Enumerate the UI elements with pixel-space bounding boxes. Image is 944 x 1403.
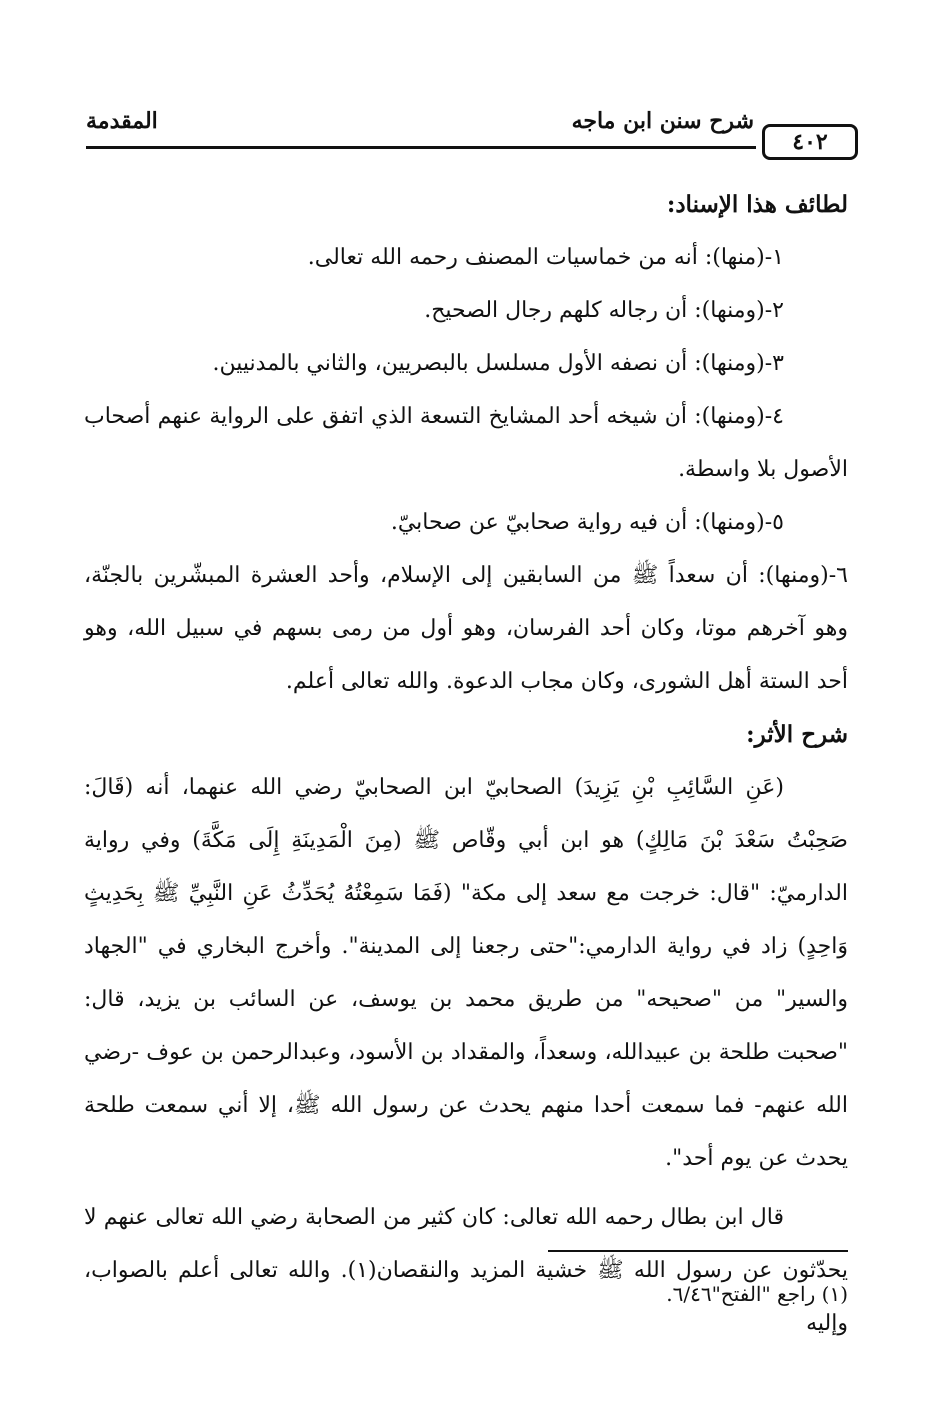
page-header	[86, 104, 858, 158]
list-item-4: ٤-(ومنها): أن شيخه أحد المشايخ التسعة الذي اتفق على الرواية عنهم أصحاب الأصول بلا واسطة.	[84, 404, 848, 482]
paragraph-ibn-battal: قال ابن بطال رحمه الله تعالى: كان كثير من الصحابة رضي الله تعالى عنهم لا يحدّثون عن رسول الله ﷺ خشية المزيد والنقصان(١). والله تعالى أعلم بالصواب، وإليه	[84, 1205, 849, 1336]
header-rule	[86, 146, 756, 149]
list-item-6: ٦-(ومنها): أن سعداً ﷺ من السابقين إلى الإسلام، وأحد العشرة المبشّرين بالجنّة، وهو آخرهم موتا، وكان أحد الفرسان، وهو أول من رمى بسهم في سبيل الله، وهو أحد الستة أهل الشورى، وكان مجاب الدعوة. والله تعالى أعلم.	[84, 563, 848, 694]
list-item-3: ٣-(ومنها): أن نصفه الأول مسلسل بالبصريين، والثاني بالمدنيين.	[212, 351, 784, 376]
footnote-rule	[548, 1250, 848, 1252]
page-body	[84, 178, 848, 1350]
page-number: ٤٠٢	[762, 124, 858, 160]
list-item-1: ١-(منها): أنه من خماسيات المصنف رحمه الله تعالى.	[307, 245, 784, 270]
footnote: (١) راجع "الفتح"٦/٤٦.	[666, 1282, 848, 1306]
book-title: شرح سنن ابن ماجه	[571, 108, 754, 134]
list-item-2: ٢-(ومنها): أن رجاله كلهم رجال الصحيح.	[424, 298, 784, 323]
section-title: المقدمة	[86, 108, 158, 134]
list-item-5: ٥-(ومنها): أن فيه رواية صحابيّ عن صحابيّ.	[390, 510, 784, 535]
paragraph-explanation: (عَنِ السَّائِبِ بْنِ يَزِيدَ) الصحابيّ ابن الصحابيّ رضي الله عنهما، أنه (قَالَ: صَحِبْتُ سَعْدَ بْنَ مَالِكٍ) هو ابن أبي وقّاص ﷺ (مِنَ الْمَدِينَةِ إِلَى مَكَّةَ) وفي رواية الدارميّ: "قال: خرجت مع سعد إلى مكة" (فَمَا سَمِعْتُهُ يُحَدِّثُ عَنِ النَّبِيِّ ﷺ بِحَدِيثٍ وَاحِدٍ) زاد في رواية الدارمي:"حتى رجعنا إلى المدينة". وأخرج البخاري في "الجهاد والسير" من "صحيحه" من طريق محمد بن يوسف، عن السائب بن يزيد، قال: "صحبت طلحة بن عبيدالله، وسعداً، والمقداد بن الأسود، وعبدالرحمن بن عوف -رضي الله عنهم- فما سمعت أحدا منهم يحدث عن رسول الله ﷺ، إلا أني سمعت طلحة يحدث عن يوم أحد".	[84, 775, 848, 1171]
heading-explanation: شرح الأثر:	[746, 721, 848, 748]
heading-isnad-notes: لطائف هذا الإسناد:	[666, 191, 848, 218]
